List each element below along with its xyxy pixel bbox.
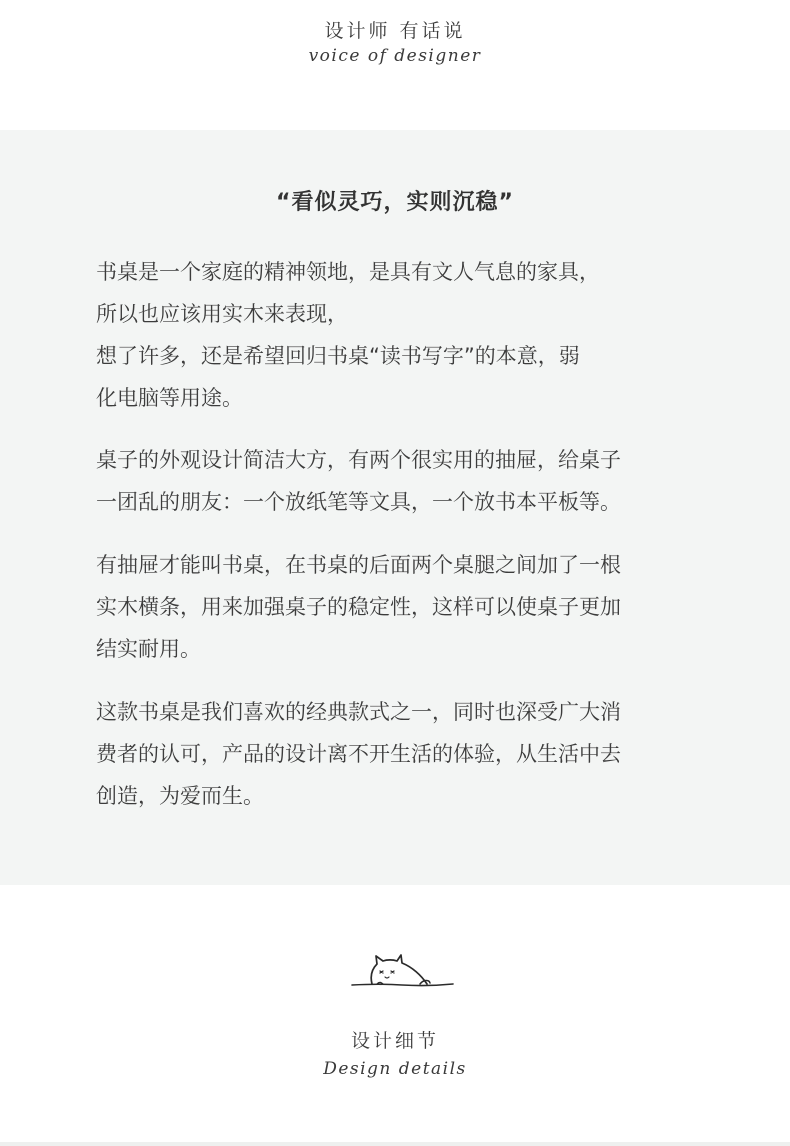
paragraph-line: 结实耐用。 [96, 637, 201, 661]
paragraph-line: 桌子的外观设计简洁大方，有两个很实用的抽屉，给桌子 [96, 448, 621, 472]
details-title-en: Design details [323, 1059, 467, 1079]
paragraph-line: 一团乱的朋友：一个放纸笔等文具，一个放书本平板等。 [96, 490, 621, 514]
paragraph-line: 实木横条，用来加强桌子的稳定性，这样可以使桌子更加 [96, 595, 621, 619]
paragraph-line: 这款书桌是我们喜欢的经典款式之一，同时也深受广大消 [96, 700, 621, 724]
paragraph-4 [96, 691, 706, 817]
designer-notes-panel [0, 130, 790, 885]
paragraph-3 [96, 544, 706, 670]
paragraph-line: 有抽屉才能叫书桌，在书桌的后面两个桌腿之间加了一根 [96, 553, 621, 577]
paragraph-line: 化电脑等用途。 [96, 386, 243, 410]
section-title-en: voice of designer [308, 46, 482, 66]
paragraph-line: 创造，为爱而生。 [96, 784, 264, 808]
section-title-cn: 设计师 有话说 [324, 20, 466, 42]
details-title-cn: 设计细节 [350, 1030, 439, 1052]
bottom-divider [0, 1142, 790, 1146]
section-header [0, 0, 790, 130]
paragraph-line: 想了许多，还是希望回归书桌“读书写字”的本意，弱 [96, 344, 580, 368]
quote-heading: “看似灵巧，实则沉稳” [276, 190, 514, 215]
paragraph-1 [96, 251, 706, 419]
paragraph-line: 书桌是一个家庭的精神领地，是具有文人气息的家具， [96, 260, 600, 284]
paragraph-2 [96, 439, 706, 523]
paragraph-line: 所以也应该用实木来表现， [96, 302, 348, 326]
paragraph-line: 费者的认可，产品的设计离不开生活的体验，从生活中去 [96, 742, 621, 766]
lying-cat-icon [350, 950, 455, 992]
